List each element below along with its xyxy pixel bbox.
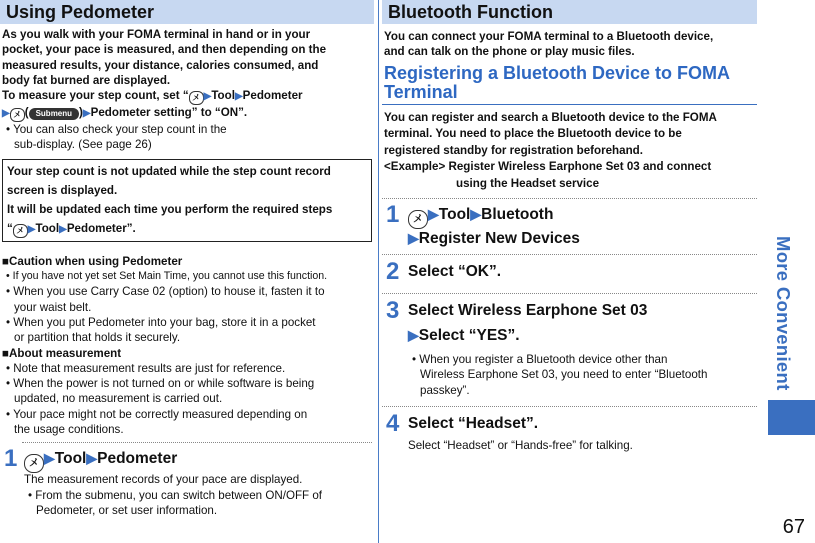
menu-key-icon: メ: [408, 210, 428, 229]
menu-key-icon: メ: [13, 224, 28, 238]
arrow-icon: ▶: [408, 327, 419, 344]
pedometer-intro: [0, 24, 374, 122]
step-number: 4: [386, 410, 400, 438]
caution-title: ■Caution when using Pedometer: [2, 254, 183, 268]
intro-line: As you walk with your FOMA terminal in hand or in your: [2, 28, 311, 41]
step-1-description: The measurement records of your pace are displayed. • From the submenu, you can switch between ON/OFF of Pedometer, or set user information.: [24, 473, 323, 517]
about-title: ■About measurement: [2, 346, 122, 360]
arrow-icon: ▶: [428, 206, 439, 223]
caution-section: ■Caution when using Pedometer • If you have not yet set Set Main Time, you cannot use this function. • When you use Carry Case 02 (option) to house it, fasten it to your waist belt. • When you put Pedometer into your bag, store it in a pocket or partition that holds it securely. ■About measurement • Note that measurement results are just for reference. • When the power is not turned on or while software is being updated, no measurement is carried out. • Your pace might not be correctly measured depending on the usage conditions.: [0, 242, 374, 438]
chapter-tab-marker: [768, 400, 815, 435]
pedometer-step-1: [0, 443, 374, 523]
arrow-icon: ▶: [82, 108, 91, 120]
register-description: You can register and search a Bluetooth device to the FOMA terminal. You need to place the Bluetooth device to be registered standby for registration beforehand. <Example> Register Wireless Earphone Set 03 and connect using the Headset service: [384, 110, 717, 190]
arrow-icon: ▶: [234, 91, 243, 103]
step-1-instruction: メ ▶Tool▶Pedometer: [24, 446, 177, 473]
chapter-side-tab: [762, 0, 815, 543]
submenu-key-icon: Submenu: [29, 108, 79, 120]
step-number: 3: [386, 297, 400, 325]
step-number: 1: [4, 445, 18, 473]
menu-key-icon: メ: [189, 91, 204, 105]
bt-step-3: 3 Select Wireless Earphone Set 03 ▶Select “YES”. • When you register a Bluetooth device other than Wireless Earphone Set 03, you need to enter “Bluetooth passkey”.: [386, 297, 708, 397]
intro-line: pocket, your pace is measured, and then depending on the: [2, 43, 327, 57]
arrow-icon: ▶: [44, 450, 55, 467]
arrow-icon: ▶: [203, 91, 212, 103]
intro-line: measured results, your distance, calories consumed, and: [2, 58, 319, 72]
page-number: 67: [782, 516, 805, 538]
arrow-icon: ▶: [470, 206, 482, 223]
arrow-icon: ▶: [59, 223, 67, 235]
right-column: [382, 0, 757, 457]
arrow-icon: ▶: [408, 230, 419, 247]
left-column: [0, 0, 374, 523]
setup-instruction-cont: ▶ メ ( Submenu )▶Pedometer setting” to “ON”.: [2, 105, 372, 122]
arrow-icon: ▶: [27, 223, 36, 235]
sub-display-note: • You can also check your step count in the sub-display. (See page 26): [6, 123, 227, 152]
section-heading-pedometer: Using Pedometer: [0, 0, 374, 24]
column-divider: [378, 0, 379, 543]
step-number: 1: [386, 201, 400, 229]
register-subtitle: Registering a Bluetooth Device to FOMA Terminal: [384, 62, 731, 102]
bluetooth-intro: You can connect your FOMA terminal to a Bluetooth device, and can talk on the phone or play music files.: [384, 30, 714, 59]
step-count-note-box: Your step count is not updated while the step count record screen is displayed. It will be updated each time you perform the required steps “ メ ▶Tool▶Pedometer”.: [2, 159, 372, 242]
bt-step-2: 2 Select “OK”.: [386, 258, 502, 286]
chapter-label: More Convenient: [773, 236, 794, 391]
bt-step-1: 1 メ ▶Tool▶Bluetooth ▶Register New Devices: [386, 201, 580, 248]
menu-key-icon: メ: [10, 108, 25, 122]
step-number: 2: [386, 258, 400, 286]
arrow-icon: ▶: [86, 450, 98, 467]
arrow-icon: ▶: [2, 108, 10, 120]
setup-instruction: To measure your step count, set “ メ ▶Tool▶Pedometer: [2, 88, 372, 105]
intro-line: body fat burned are displayed.: [2, 73, 171, 87]
section-heading-bluetooth: Bluetooth Function: [382, 0, 757, 24]
menu-key-icon: メ: [24, 454, 44, 473]
bt-step-4: 4 Select “Headset”. Select “Headset” or “Hands-free” for talking.: [386, 410, 633, 453]
